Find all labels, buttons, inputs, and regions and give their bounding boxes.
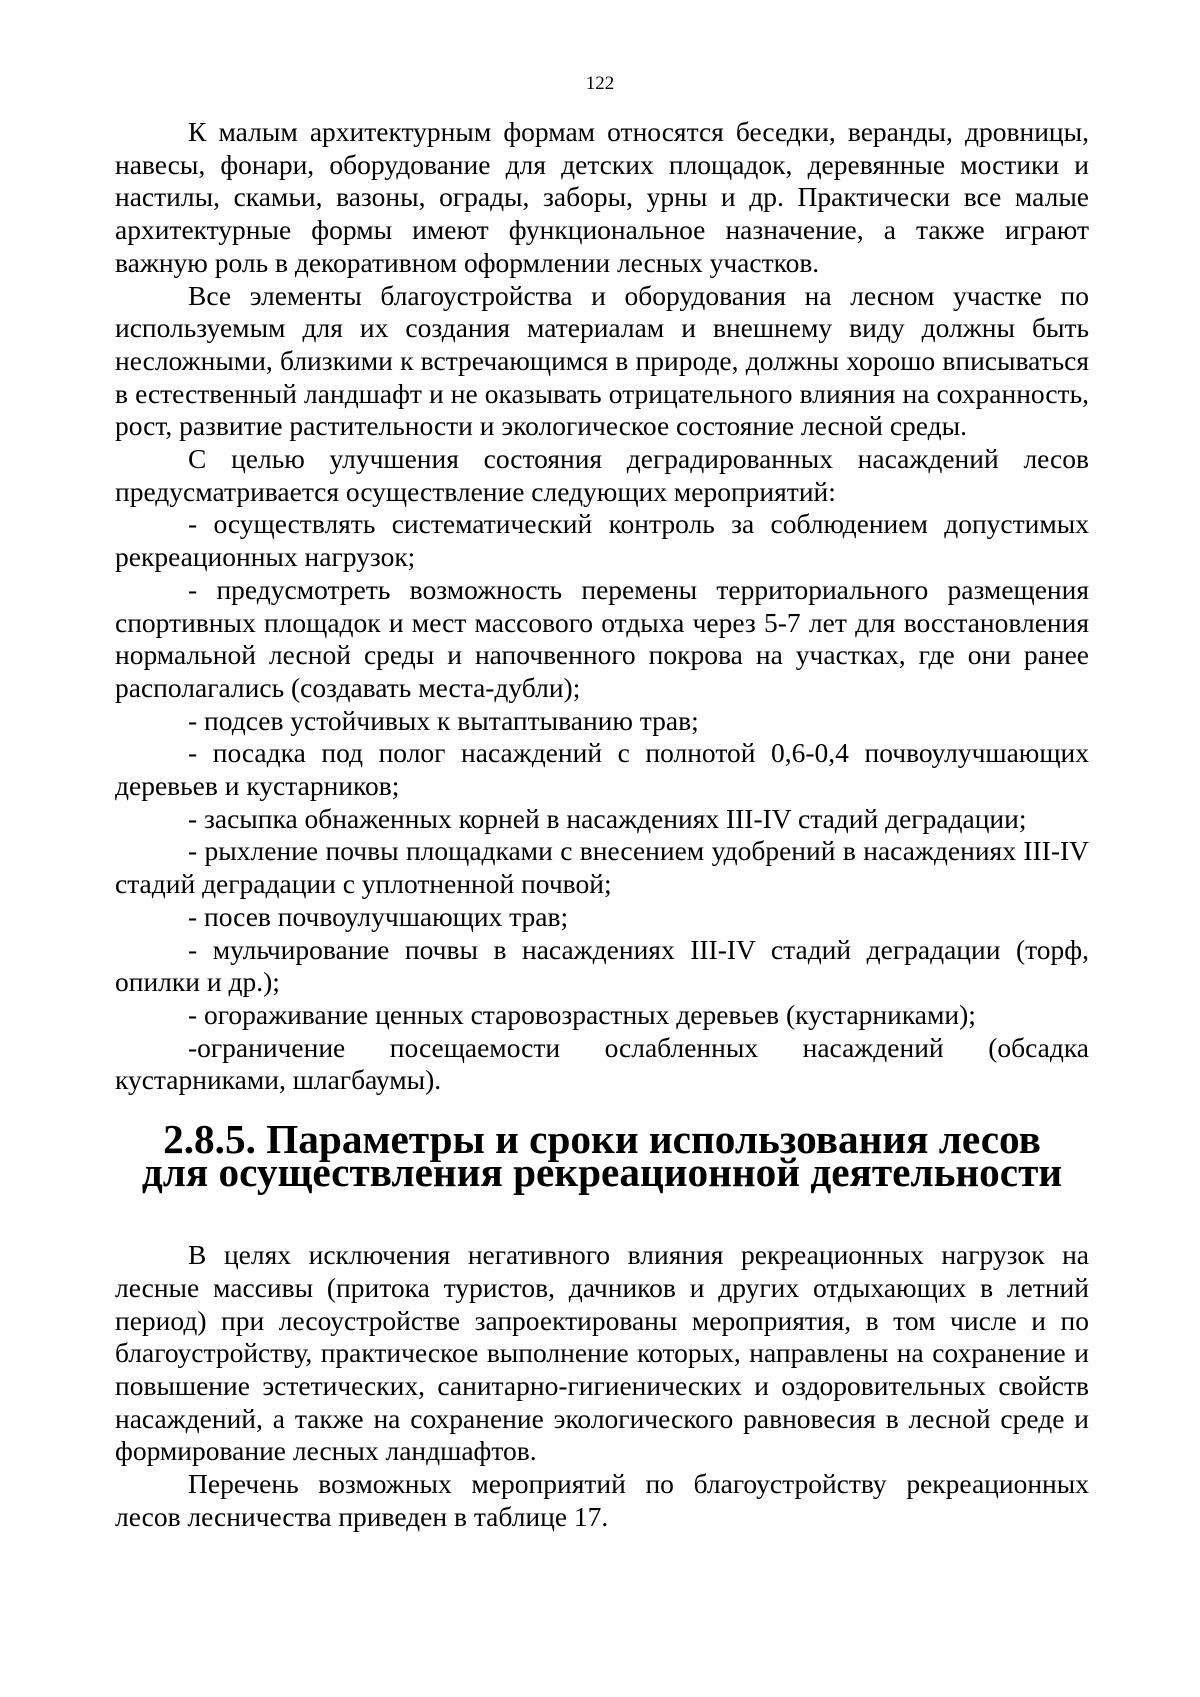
paragraph-measures-intro: С целью улучшения состояния деградированных насаждений лесов предусматривается осуществление следующих мероприятий: [115,443,1089,507]
paragraph-table-reference: Перечень возможных мероприятий по благоустройству рекреационных лесов лесничества приведен в таблице 17. [115,1468,1089,1532]
paragraph-landscaping-elements: Все элементы благоустройства и оборудования на лесном участке по используемым для их создания материалам и внешнему виду должны быть несложными, близкими к встречающимся в природе, должны хорошо вписываться в естественный ландшафт и не оказывать отрицательного влияния на сохранность, рост, развитие растительности и экологическое состояние лесной среды. [115,279,1089,442]
list-item: - посев почвоулучшающих трав; [188,900,569,932]
list-item: -ограничение посещаемости ослабленных насаждений (обсадка кустарниками, шлагбаумы). [115,1031,1089,1096]
page-body [115,116,1089,1533]
list-item: - осуществлять систематический контроль за соблюдением допустимых рекреационных нагрузок; [115,508,1089,573]
list-item: - рыхление почвы площадками с внесением удобрений в насаждениях III-IV стадий деградации с уплотненной почвой; [115,835,1089,900]
section-heading [115,1116,1089,1196]
list-item: - засыпка обнаженных корней в насаждениях III-IV стадий деградации; [188,802,1027,834]
list-item: - мульчирование почвы в насаждениях III-IV стадий деградации (торф, опилки и др.); [115,933,1089,998]
section-heading-line-1: 2.8.5. Параметры и сроки использования лесов [163,1116,1041,1163]
paragraph-small-architectural-forms: К малым архитектурным формам относятся беседки, веранды, дровницы, навесы, фонари, оборудование для детских площадок, деревянные мостики и настилы, скамьи, вазоны, ограды, заборы, урны и др. Практически все малые архитектурные формы имеют функциональное назначение, а также играют важную роль в декоративном оформлении лесных участков. [115,116,1089,278]
list-item: - посадка под полог насаждений с полнотой 0,6-0,4 почвоулучшающих деревьев и кустарников; [115,737,1089,802]
page-number: 122 [585,73,615,94]
list-item: - подсев устойчивых к вытаптыванию трав; [188,704,699,736]
list-item: - предусмотреть возможность перемены территориального размещения спортивных площадок и мест массового отдыха через 5-7 лет для восстановления нормальной лесной среды и напочвенного покрова на участках, где они ранее располагались (создавать места-дубли); [115,573,1089,703]
paragraph-negative-impact: В целях исключения негативного влияния рекреационных нагрузок на лесные массивы (притока туристов, дачников и других отдыхающих в летний период) при лесоустройстве запроектированы мероприятия, в том числе и по благоустройству, практическое выполнение которых, направлены на сохранение и повышение эстетических, санитарно-гигиенических и оздоровительных свойств насаждений, а также на сохранение экологического равновесия в лесной среде и формирование лесных ландшафтов. [115,1239,1089,1467]
section-spacer [115,1189,1089,1239]
section-heading-line-2: для осуществления рекреационной деятельности [141,1149,1063,1196]
list-item: - огораживание ценных старовозрастных деревьев (кустарниками); [188,998,976,1030]
